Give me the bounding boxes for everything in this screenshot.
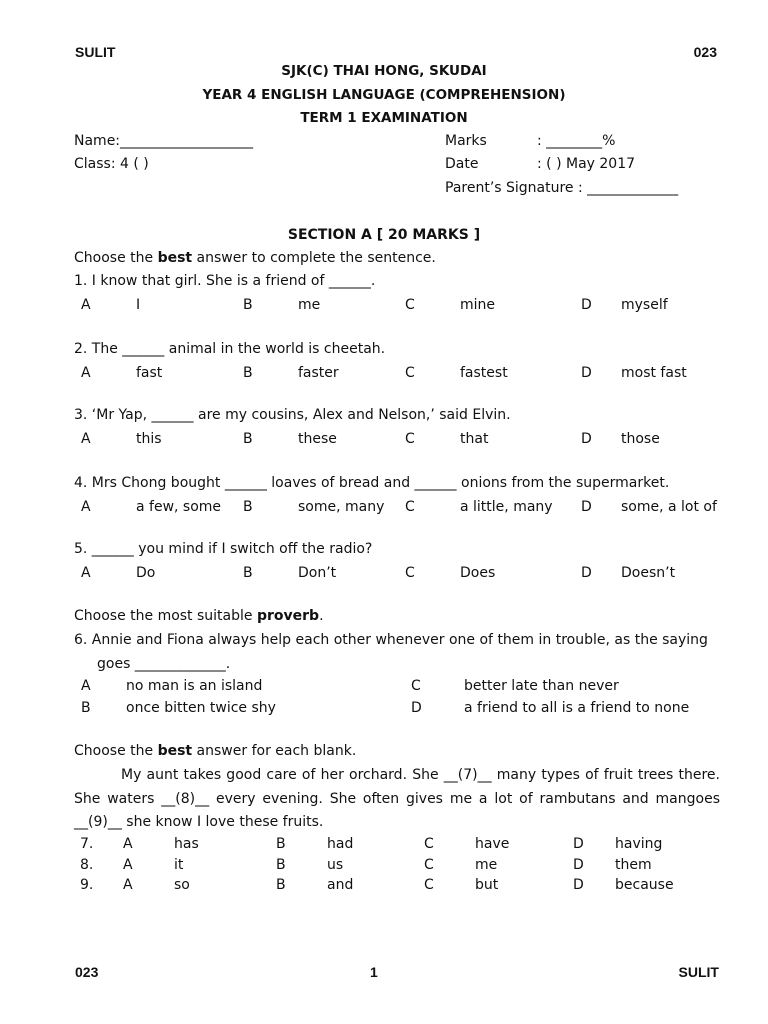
q3-letter-d: D [581,431,592,447]
q4-option-c: a little, many [460,499,553,515]
marks-value: : ________% [537,133,616,149]
date-label: Date [445,156,479,172]
q5-option-d: Doesn’t [621,565,676,581]
question-4-text: 4. Mrs Chong bought ______ loaves of bread and ______ onions from the supermarket. [74,475,670,491]
q5-option-a: Do [136,565,156,581]
q1-option-a: I [136,297,141,313]
q8-option-d: them [615,857,652,873]
q9-option-c: but [475,877,499,893]
q6-letter-a: A [81,678,91,694]
q7-option-b: had [327,836,354,852]
q2-option-d: most fast [621,365,687,381]
section-heading: SECTION A [ 20 MARKS ] [287,227,481,243]
header-left: SULIT [75,44,116,60]
q7-letter-b: B [276,836,286,852]
q7-option-a: has [174,836,199,852]
q3-letter-c: C [405,431,415,447]
instruction-2: Choose the most suitable proverb. [74,608,324,624]
question-3-text: 3. ‘Mr Yap, ______ are my cousins, Alex and Nelson,’ said Elvin. [74,407,511,423]
q2-letter-b: B [243,365,253,381]
q1-letter-c: C [405,297,415,313]
q9-letter-a: A [123,877,133,893]
q1-option-c: mine [460,297,496,313]
q1-letter-b: B [243,297,253,313]
q3-letter-a: A [81,431,91,447]
question-5-text: 5. ______ you mind if I switch off the radio? [74,541,373,557]
q4-letter-a: A [81,499,91,515]
page-number: 1 [370,964,378,980]
q1-letter-a: A [81,297,91,313]
q2-option-c: fastest [460,365,508,381]
q4-option-b: some, many [298,499,385,515]
q9-letter-c: C [424,877,434,893]
marks-label: Marks [445,133,487,149]
question-6-line-1: 6. Annie and Fiona always help each other whenever one of them in trouble, as the saying [74,632,708,648]
q8-letter-c: C [424,857,434,873]
q5-letter-c: C [405,565,415,581]
q3-option-c: that [460,431,489,447]
q7-letter-d: D [573,836,584,852]
q8-option-b: us [327,857,344,873]
subject-title: YEAR 4 ENGLISH LANGUAGE (COMPREHENSION) [202,87,566,103]
q7-option-d: having [615,836,663,852]
q3-letter-b: B [243,431,253,447]
q5-option-b: Don’t [298,565,337,581]
q5-letter-b: B [243,565,253,581]
q9-letter-b: B [276,877,286,893]
instruction-3: Choose the best answer for each blank. [74,743,357,759]
q6-option-d: a friend to all is a friend to none [464,700,690,716]
q3-option-a: this [136,431,162,447]
q8-letter-a: A [123,857,133,873]
q4-letter-c: C [405,499,415,515]
q1-option-b: me [298,297,321,313]
q6-letter-b: B [81,700,91,716]
q4-option-a: a few, some [136,499,222,515]
q4-letter-d: D [581,499,592,515]
exam-title: TERM 1 EXAMINATION [300,110,468,126]
q9-option-d: because [615,877,674,893]
footer-right: SULIT [678,964,719,980]
signature-field: Parent’s Signature : _____________ [445,180,679,196]
q8-letter-b: B [276,857,286,873]
q7-letter-c: C [424,836,434,852]
q9-letter-d: D [573,877,584,893]
q1-option-d: myself [621,297,668,313]
school-title: SJK(C) THAI HONG, SKUDAI [281,63,487,79]
q5-letter-a: A [81,565,91,581]
question-1-text: 1. I know that girl. She is a friend of ______. [74,273,376,289]
q2-option-b: faster [298,365,339,381]
cloze-number-9: 9. [80,877,94,893]
q4-letter-b: B [243,499,253,515]
q2-letter-c: C [405,365,415,381]
q8-option-c: me [475,857,498,873]
class-field: Class: 4 ( ) [74,156,149,172]
q2-letter-d: D [581,365,592,381]
q2-option-a: fast [136,365,163,381]
question-6-line-2: goes _____________. [97,656,231,672]
q1-letter-d: D [581,297,592,313]
q6-option-a: no man is an island [126,678,263,694]
q6-option-c: better late than never [464,678,619,694]
q6-option-b: once bitten twice shy [126,700,276,716]
q5-letter-d: D [581,565,592,581]
footer-left: 023 [75,964,99,980]
q8-letter-d: D [573,857,584,873]
header-right: 023 [693,44,717,60]
name-field: Name:___________________ [74,133,254,149]
q7-option-c: have [475,836,510,852]
q9-option-b: and [327,877,354,893]
q5-option-c: Does [460,565,496,581]
q3-option-d: those [621,431,660,447]
q6-letter-d: D [411,700,422,716]
q4-option-d: some, a lot of [621,499,717,515]
date-value: : ( ) May 2017 [537,156,636,172]
cloze-number-8: 8. [80,857,94,873]
question-2-text: 2. The ______ animal in the world is cheetah. [74,341,386,357]
cloze-passage: My aunt takes good care of her orchard. She __(7)__ many types of fruit trees there. She waters __(8)__ every evening. She often gives me a lot of rambutans and mangoes __(9)__ she know I love these fruits. [74,767,720,830]
q3-option-b: these [298,431,337,447]
q6-letter-c: C [411,678,421,694]
q7-letter-a: A [123,836,133,852]
q2-letter-a: A [81,365,91,381]
cloze-number-7: 7. [80,836,94,852]
q9-option-a: so [174,877,190,893]
q8-option-a: it [174,857,184,873]
instruction-1: Choose the best answer to complete the sentence. [74,250,436,266]
